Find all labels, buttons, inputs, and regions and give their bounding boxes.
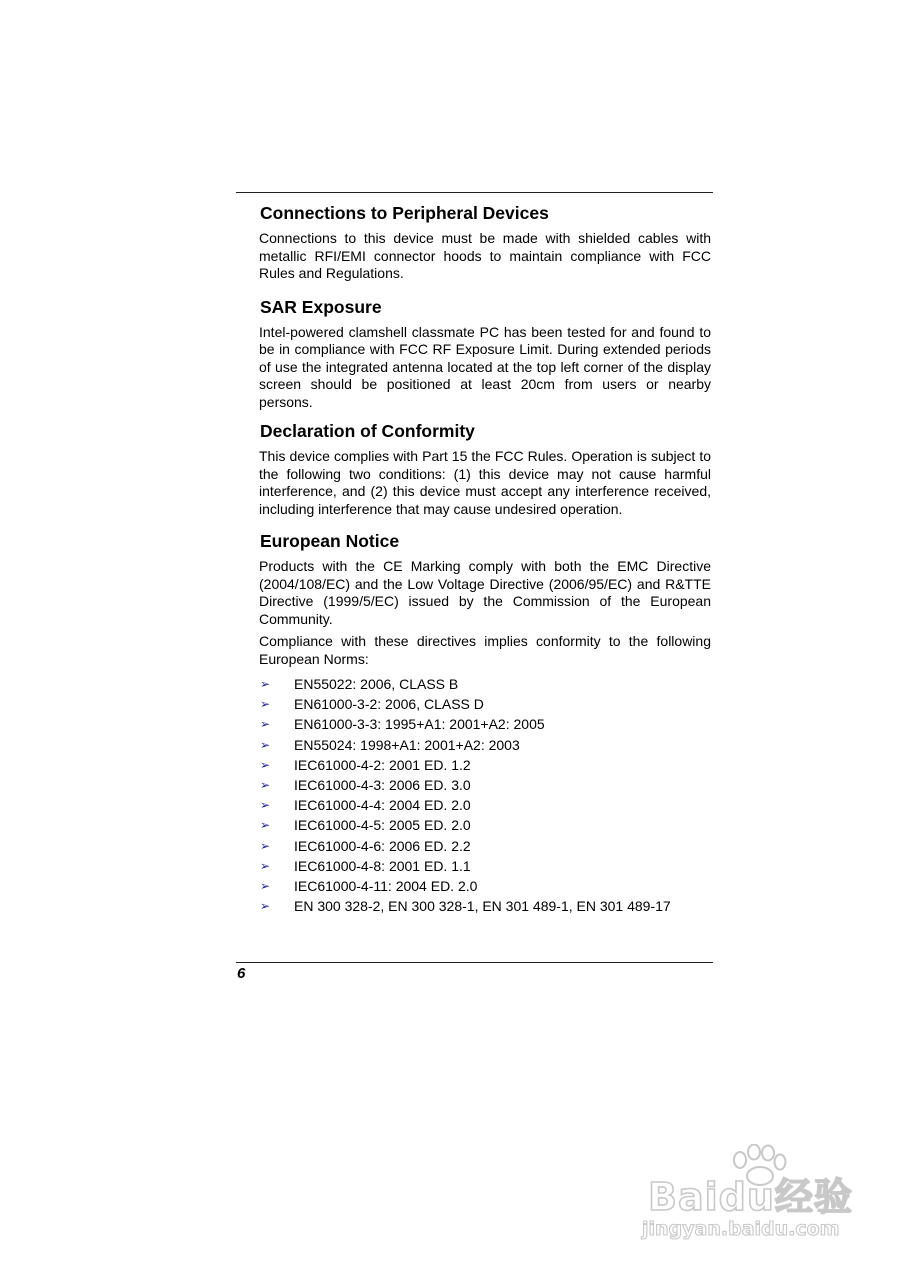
european-norms-list xyxy=(259,674,711,916)
section-european-notice xyxy=(259,529,711,916)
section-paragraph: Compliance with these directives implies conformity to the following European Norms: xyxy=(259,633,711,667)
norm-text: IEC61000-4-2: 2001 ED. 1.2 xyxy=(294,756,471,773)
list-item xyxy=(259,775,711,795)
list-item xyxy=(259,836,711,856)
page-number: 6 xyxy=(237,965,246,982)
arrow-bullet-icon: ➢ xyxy=(260,798,271,813)
norm-text: IEC61000-4-11: 2004 ED. 2.0 xyxy=(294,878,478,895)
norm-text: EN61000-3-3: 1995+A1: 2001+A2: 2005 xyxy=(294,716,545,733)
section-paragraph: Intel-powered clamshell classmate PC has been tested for and found to be in compliance with FCC RF Exposure Limit. During extended periods of use the integrated antenna located at the top left corner of the display screen should be positioned at least 20cm from users or nearby persons. xyxy=(259,323,711,410)
watermark-url-text: jingyan.baidu.com xyxy=(642,1218,840,1240)
arrow-bullet-icon: ➢ xyxy=(260,778,271,793)
section-heading: European Notice xyxy=(260,531,400,551)
list-item xyxy=(259,896,711,916)
arrow-bullet-icon: ➢ xyxy=(260,757,271,772)
section-sar-exposure xyxy=(259,295,711,412)
watermark-logo-text: Baidu经验 xyxy=(648,1175,853,1219)
bottom-rule xyxy=(236,962,713,963)
norm-text: EN61000-3-2: 2006, CLASS D xyxy=(294,696,484,713)
baidu-watermark xyxy=(640,1140,855,1250)
list-item xyxy=(259,876,711,896)
arrow-bullet-icon: ➢ xyxy=(260,737,271,752)
norm-text: IEC61000-4-4: 2004 ED. 2.0 xyxy=(294,797,471,814)
arrow-bullet-icon: ➢ xyxy=(260,697,271,712)
section-paragraph: Connections to this device must be made with shielded cables with metallic RFI/EMI connector hoods to maintain compliance with FCC Rules and Regulations. xyxy=(259,230,711,281)
arrow-bullet-icon: ➢ xyxy=(260,677,271,691)
list-item xyxy=(259,856,711,876)
section-peripheral-devices xyxy=(259,201,711,283)
section-paragraph: This device complies with Part 15 the FCC Rules. Operation is subject to the following two conditions: (1) this device may not cause harmful interference, and (2) this device must accept any interference received, including interference that may cause undesired operation. xyxy=(259,448,711,517)
norm-text: IEC61000-4-8: 2001 ED. 1.1 xyxy=(294,857,471,874)
list-item xyxy=(259,735,711,755)
page-content xyxy=(259,201,711,928)
arrow-bullet-icon: ➢ xyxy=(260,818,271,833)
arrow-bullet-icon: ➢ xyxy=(260,899,271,914)
norm-text: EN 300 328-2, EN 300 328-1, EN 301 489-1, EN 301 489-17 xyxy=(294,898,671,915)
norm-text: IEC61000-4-3: 2006 ED. 3.0 xyxy=(294,777,471,794)
norm-text: EN55022: 2006, CLASS B xyxy=(294,676,459,692)
norm-text: EN55024: 1998+A1: 2001+A2: 2003 xyxy=(294,736,520,753)
arrow-bullet-icon: ➢ xyxy=(260,858,271,873)
list-item xyxy=(259,755,711,775)
list-item xyxy=(259,795,711,815)
section-paragraph: Products with the CE Marking comply with both the EMC Directive (2004/108/EC) and the Low Voltage Directive (2006/95/EC) and R&TTE Directive (1999/5/EC) issued by the Commission of the European Community. xyxy=(259,558,711,627)
arrow-bullet-icon: ➢ xyxy=(260,879,271,894)
section-heading: Declaration of Conformity xyxy=(260,421,475,441)
arrow-bullet-icon: ➢ xyxy=(260,717,271,732)
arrow-bullet-icon: ➢ xyxy=(260,838,271,853)
section-heading: SAR Exposure xyxy=(260,296,382,317)
norm-text: IEC61000-4-6: 2006 ED. 2.2 xyxy=(294,837,471,854)
section-heading: Connections to Peripheral Devices xyxy=(260,203,549,223)
section-declaration-of-conformity xyxy=(259,419,711,518)
list-item xyxy=(259,694,711,714)
list-item xyxy=(259,714,711,734)
norm-text: IEC61000-4-5: 2005 ED. 2.0 xyxy=(294,817,471,834)
list-item xyxy=(259,674,711,694)
top-rule xyxy=(236,192,713,193)
list-item xyxy=(259,815,711,835)
